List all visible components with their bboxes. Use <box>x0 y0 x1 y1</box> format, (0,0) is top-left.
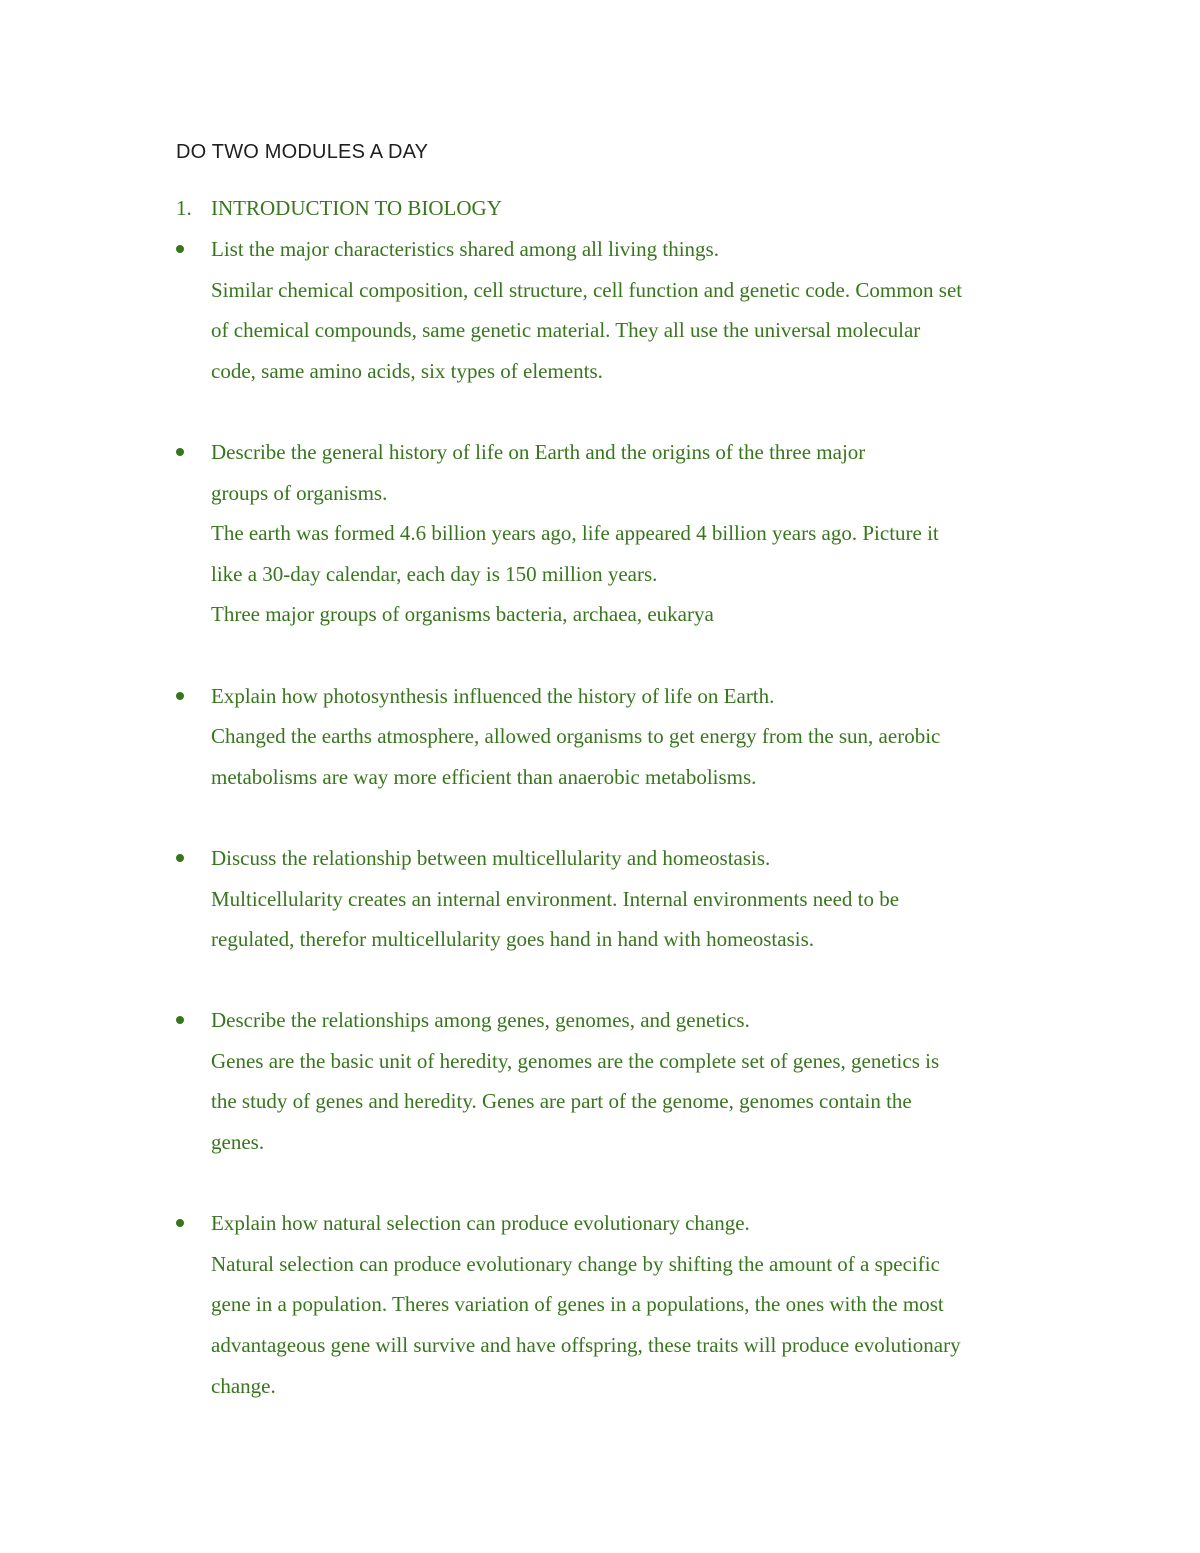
item-answer-line: Three major groups of organisms bacteria, archaea, eukarya <box>211 602 714 627</box>
bullet-icon <box>176 245 184 253</box>
item-question: Explain how photosynthesis influenced the history of life on Earth. <box>211 683 775 708</box>
list-item <box>211 432 1071 635</box>
list-item <box>211 1203 1071 1406</box>
bullet-list <box>211 229 1071 1447</box>
item-answer-line: like a 30-day calendar, each day is 150 million years. <box>211 561 658 586</box>
item-answer-line: genes. <box>211 1130 265 1155</box>
item-answer-line: The earth was formed 4.6 billion years ago, life appeared 4 billion years ago. Picture it <box>211 521 939 546</box>
section-title-text: INTRODUCTION TO BIOLOGY <box>211 196 502 220</box>
bullet-icon <box>176 692 184 700</box>
item-answer-line: gene in a population. Theres variation of genes in a populations, the ones with the most <box>211 1292 944 1317</box>
item-question: groups of organisms. <box>211 480 388 505</box>
item-answer-line: Similar chemical composition, cell structure, cell function and genetic code. Common set <box>211 277 963 302</box>
item-question: List the major characteristics shared among all living things. <box>211 237 719 261</box>
bullet-icon <box>176 1016 184 1024</box>
item-answer-line: change. <box>211 1373 276 1398</box>
list-item <box>211 229 1071 391</box>
item-answer-line: Genes are the basic unit of heredity, genomes are the complete set of genes, genetics is <box>211 1048 940 1073</box>
item-question: Describe the relationships among genes, genomes, and genetics. <box>211 1008 750 1033</box>
item-answer-line: of chemical compounds, same genetic material. They all use the universal molecular <box>211 318 921 343</box>
item-answer-line: Multicellularity creates an internal environment. Internal environments need to be <box>211 886 900 911</box>
item-answer-line: code, same amino acids, six types of elements. <box>211 358 603 383</box>
bullet-icon <box>176 1219 184 1227</box>
page-heading: DO TWO MODULES A DAY <box>176 141 429 163</box>
item-answer-line: Changed the earths atmosphere, allowed organisms to get energy from the sun, aerobic <box>211 724 941 749</box>
item-answer-line: regulated, therefor multicellularity goes hand in hand with homeostasis. <box>211 927 815 952</box>
list-item <box>211 676 1071 798</box>
section-title <box>176 188 502 229</box>
item-answer-line: metabolisms are way more efficient than anaerobic metabolisms. <box>211 764 757 789</box>
item-question: Discuss the relationship between multicellularity and homeostasis. <box>211 845 771 870</box>
item-answer-line: Natural selection can produce evolutionary change by shifting the amount of a specific <box>211 1251 940 1276</box>
bullet-icon <box>176 448 184 456</box>
bullet-icon <box>176 854 184 862</box>
list-item <box>211 838 1071 960</box>
section-number: 1. <box>176 196 192 220</box>
list-item <box>211 1000 1071 1162</box>
item-answer-line: the study of genes and heredity. Genes are part of the genome, genomes contain the <box>211 1089 912 1114</box>
item-answer-line: advantageous gene will survive and have offspring, these traits will produce evolutionary <box>211 1333 961 1358</box>
item-question: Explain how natural selection can produce evolutionary change. <box>211 1211 750 1236</box>
item-question: Describe the general history of life on Earth and the origins of the three major <box>211 439 866 464</box>
